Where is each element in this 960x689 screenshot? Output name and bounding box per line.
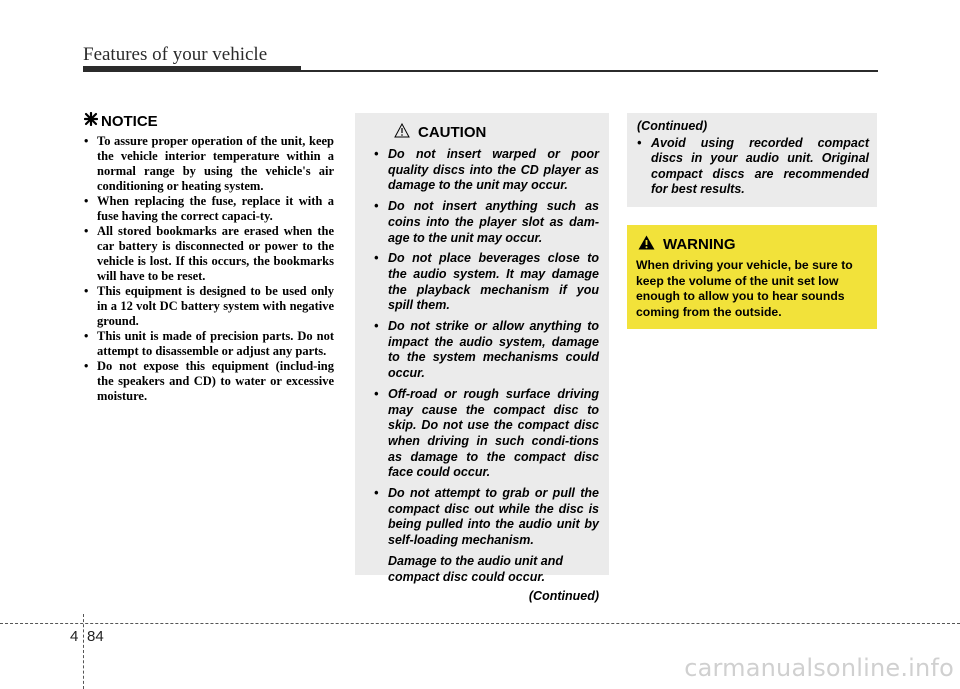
page-header-title: Features of your vehicle <box>83 44 268 65</box>
caution-item: • Do not strike or allow anything to impact the audio system, damage to the system mechanisms could occur. <box>374 319 599 382</box>
notice-list <box>84 134 334 404</box>
notice-item: • All stored bookmarks are erased when the car battery is disconnected or power to the vehicle is lost. If this occurs, the bookmarks will have to be reset. <box>84 224 334 284</box>
notice-heading <box>84 112 334 130</box>
caution-continued: (Continued) <box>528 589 599 604</box>
warning-text: When driving your vehicle, be sure to keep the volume of the unit set low enough to allow you to hear sounds coming from the outside. <box>636 258 853 319</box>
notice-item: • When replacing the fuse, replace it with a fuse having the correct capaci-ty. <box>84 194 334 224</box>
warning-heading <box>638 235 868 254</box>
notice-item: • This equipment is designed to be used only in a 12 volt DC battery system with negative ground. <box>84 284 334 329</box>
caution-list <box>374 147 599 549</box>
notice-cross-icon <box>84 112 98 130</box>
continued-list <box>637 136 869 198</box>
caution-extra-text: Damage to the audio unit and compact disc could occur. <box>388 553 564 584</box>
notice-item: • Do not expose this equipment (includ-ing the speakers and CD) to water or excessive moisture. <box>84 359 334 404</box>
caution-heading <box>394 123 599 142</box>
continued-heading: (Continued) <box>637 119 708 133</box>
footer-divider-horizontal <box>0 623 960 624</box>
warning-box <box>627 225 877 329</box>
header-rule-thin <box>83 70 878 72</box>
caution-title: CAUTION <box>418 124 487 141</box>
watermark-text: carmanualsonline.info <box>684 654 954 682</box>
page-chapter-number: 4 <box>70 628 79 645</box>
notice-section <box>84 112 334 404</box>
notice-item: • This unit is made of precision parts. Do not attempt to disassemble or adjust any parts. <box>84 329 334 359</box>
caution-item: • Do not place beverages close to the audio system. It may damage the playback mechanism if you spill them. <box>374 251 599 314</box>
caution-triangle-icon <box>394 123 410 142</box>
continued-item: • Avoid using recorded compact discs in your audio unit. Original compact discs are recommended for best results. <box>637 136 869 198</box>
page-number: 84 <box>87 628 104 645</box>
caution-item: • Off-road or rough surface driving may cause the compact disc to skip. Do not use the compact disc when driving in such condi-tions as damage to the compact disc face could occur. <box>374 387 599 481</box>
notice-item: • To assure proper operation of the unit, keep the vehicle interior temperature within a normal range by using the vehicle's air conditioning or heating system. <box>84 134 334 194</box>
caution-box <box>355 113 609 604</box>
warning-triangle-icon <box>638 235 655 254</box>
caution-item: • Do not insert anything such as coins into the player slot as dam-age to the unit may occur. <box>374 199 599 246</box>
caution-item: • Do not attempt to grab or pull the compact disc out while the disc is being pulled into the audio unit by self-loading mechanism. <box>374 486 599 549</box>
warning-title: WARNING <box>663 236 736 253</box>
notice-title: NOTICE <box>101 112 158 130</box>
caution-item: • Do not insert warped or poor quality discs into the CD player as damage to the unit may occur. <box>374 147 599 194</box>
footer-divider-vertical <box>83 614 84 689</box>
continued-box <box>627 113 877 207</box>
